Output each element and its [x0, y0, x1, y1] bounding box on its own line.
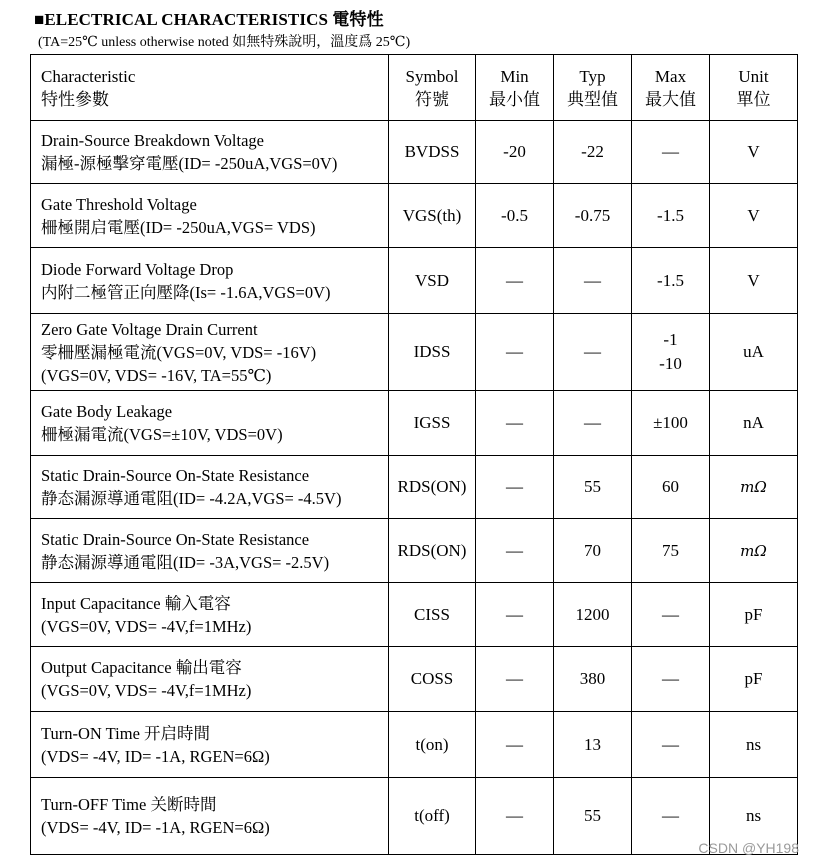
symbol-cell: IGSS	[389, 391, 476, 456]
symbol-cell: VSD	[389, 248, 476, 314]
max-cell: —	[632, 712, 710, 778]
characteristic-cell: Gate Threshold Voltage 柵極開启電壓(ID= -250uA,VGS= VDS)	[31, 184, 389, 248]
symbol-cell: t(on)	[389, 712, 476, 778]
symbol-cell: BVDSS	[389, 121, 476, 184]
characteristic-cell: Static Drain-Source On-State Resistance 静态漏源導通電阻(ID= -4.2A,VGS= -4.5V)	[31, 456, 389, 519]
column-header-max: Max 最大值	[632, 55, 710, 121]
min-cell: —	[476, 391, 554, 456]
characteristic-cell: Zero Gate Voltage Drain Current 零柵壓漏極電流(VGS=0V, VDS= -16V) (VGS=0V, VDS= -16V, TA=55℃)	[31, 314, 389, 391]
unit-cell: mΩ	[710, 519, 798, 583]
typ-cell: —	[554, 391, 632, 456]
symbol-cell: COSS	[389, 647, 476, 712]
characteristic-cell: Turn-ON Time 开启時間 (VDS= -4V, ID= -1A, RGEN=6Ω)	[31, 712, 389, 778]
column-header-typ: Typ 典型值	[554, 55, 632, 121]
column-header-characteristic: Characteristic 特性參數	[31, 55, 389, 121]
table-row	[31, 712, 798, 778]
typ-cell: -0.75	[554, 184, 632, 248]
typ-cell: 70	[554, 519, 632, 583]
table-row	[31, 184, 798, 248]
max-cell: -1.5	[632, 184, 710, 248]
max-cell: -1 -10	[632, 314, 710, 391]
unit-cell: V	[710, 248, 798, 314]
symbol-cell: CISS	[389, 583, 476, 647]
min-cell: —	[476, 647, 554, 712]
section-title: ■ELECTRICAL CHARACTERISTICS 電特性	[34, 10, 384, 29]
table-row	[31, 121, 798, 184]
table-row	[31, 314, 798, 391]
table-row	[31, 778, 798, 855]
min-cell: —	[476, 519, 554, 583]
typ-cell: 380	[554, 647, 632, 712]
symbol-cell: VGS(th)	[389, 184, 476, 248]
max-cell: 75	[632, 519, 710, 583]
max-cell: —	[632, 778, 710, 855]
unit-cell: ns	[710, 712, 798, 778]
symbol-cell: IDSS	[389, 314, 476, 391]
typ-cell: 55	[554, 778, 632, 855]
max-cell: —	[632, 583, 710, 647]
max-cell: 60	[632, 456, 710, 519]
table-row	[31, 248, 798, 314]
max-cell: —	[632, 647, 710, 712]
column-header-min: Min 最小值	[476, 55, 554, 121]
table-row	[31, 647, 798, 712]
symbol-cell: t(off)	[389, 778, 476, 855]
characteristic-cell: Output Capacitance 輸出電容 (VGS=0V, VDS= -4V,f=1MHz)	[31, 647, 389, 712]
typ-cell: 13	[554, 712, 632, 778]
table-header-row	[31, 55, 798, 121]
min-cell: -0.5	[476, 184, 554, 248]
table-row	[31, 456, 798, 519]
unit-cell: V	[710, 184, 798, 248]
table-row	[31, 391, 798, 456]
symbol-cell: RDS(ON)	[389, 456, 476, 519]
characteristic-cell: Diode Forward Voltage Drop 内附二極管正向壓降(Is= -1.6A,VGS=0V)	[31, 248, 389, 314]
characteristic-cell: Turn-OFF Time 关断時間 (VDS= -4V, ID= -1A, RGEN=6Ω)	[31, 778, 389, 855]
max-cell: -1.5	[632, 248, 710, 314]
characteristic-cell: Gate Body Leakage 柵極漏電流(VGS=±10V, VDS=0V)	[31, 391, 389, 456]
typ-cell: -22	[554, 121, 632, 184]
test-conditions-note: (TA=25℃ unless otherwise noted 如無特殊說明，溫度爲 25℃)	[38, 35, 411, 50]
min-cell: —	[476, 583, 554, 647]
typ-cell: —	[554, 314, 632, 391]
characteristic-cell: Input Capacitance 輸入電容 (VGS=0V, VDS= -4V,f=1MHz)	[31, 583, 389, 647]
max-cell: —	[632, 121, 710, 184]
unit-cell: ns	[710, 778, 798, 855]
min-cell: —	[476, 712, 554, 778]
unit-cell: uA	[710, 314, 798, 391]
column-header-unit: Unit 單位	[710, 55, 798, 121]
table-row	[31, 583, 798, 647]
min-cell: —	[476, 778, 554, 855]
unit-cell: V	[710, 121, 798, 184]
min-cell: —	[476, 248, 554, 314]
typ-cell: —	[554, 248, 632, 314]
unit-cell: pF	[710, 647, 798, 712]
typ-cell: 1200	[554, 583, 632, 647]
unit-cell: nA	[710, 391, 798, 456]
column-header-symbol: Symbol 符號	[389, 55, 476, 121]
max-cell: ±100	[632, 391, 710, 456]
unit-cell: pF	[710, 583, 798, 647]
min-cell: —	[476, 314, 554, 391]
characteristic-cell: Drain-Source Breakdown Voltage 漏極-源極擊穿電壓(ID= -250uA,VGS=0V)	[31, 121, 389, 184]
unit-cell: mΩ	[710, 456, 798, 519]
watermark-text: CSDN @YH198	[698, 840, 799, 856]
electrical-characteristics-table	[30, 54, 798, 855]
min-cell: -20	[476, 121, 554, 184]
typ-cell: 55	[554, 456, 632, 519]
table-row	[31, 519, 798, 583]
characteristic-cell: Static Drain-Source On-State Resistance 静态漏源導通電阻(ID= -3A,VGS= -2.5V)	[31, 519, 389, 583]
min-cell: —	[476, 456, 554, 519]
symbol-cell: RDS(ON)	[389, 519, 476, 583]
